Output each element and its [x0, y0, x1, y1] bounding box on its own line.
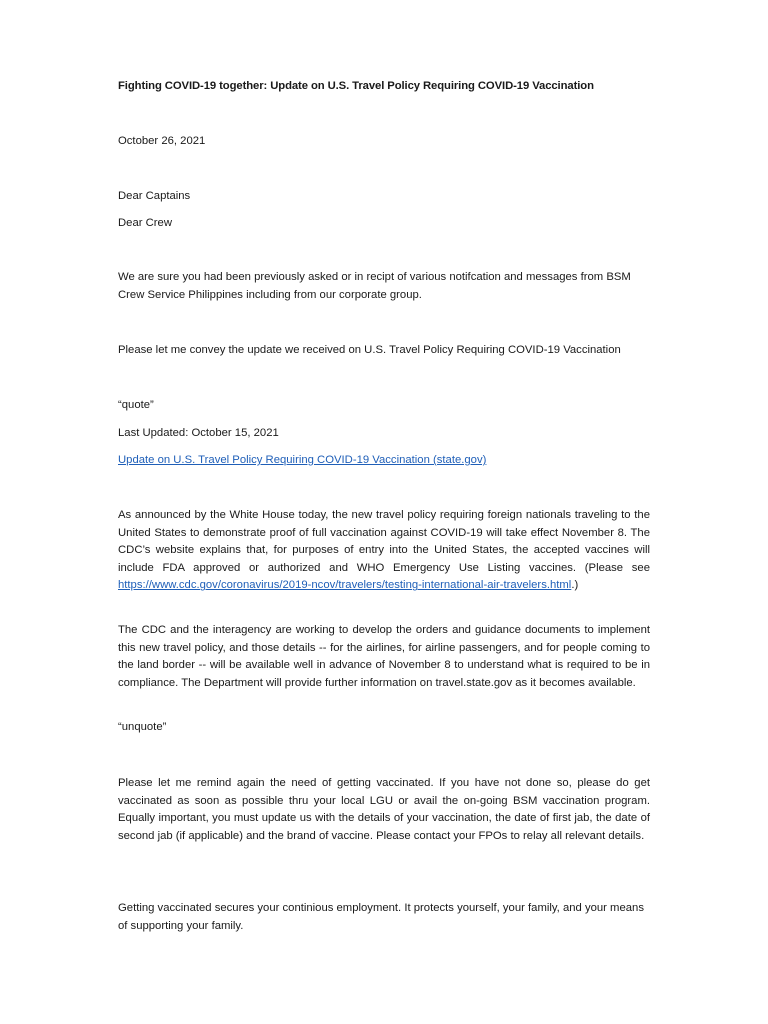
letter-title: Fighting COVID-19 together: Update on U.S. Travel Policy Requiring COVID-19 Vaccination [118, 80, 594, 92]
salutation-crew: Dear Crew [118, 217, 172, 229]
quote-close: “unquote” [118, 721, 167, 733]
convey-paragraph: Please let me convey the update we received on U.S. Travel Policy Requiring COVID-19 Vaccination [118, 344, 621, 356]
announcement-paragraph [118, 507, 650, 595]
cdc-link[interactable]: https://www.cdc.gov/coronavirus/2019-ncov/travelers/testing-international-air-travelers.html [118, 579, 572, 592]
letter-date: October 26, 2021 [118, 135, 206, 147]
last-updated: Last Updated: October 15, 2021 [118, 427, 279, 439]
salutation-captains: Dear Captains [118, 190, 191, 202]
announcement-text: As announced by the White House today, the new travel policy requiring foreign nationals traveling to the United States to demonstrate proof of full vaccination against COVID-19 will take effect November 8. The CDC’s website explains that, for purposes of entry into the United States, the accepted vaccines will include FDA approved or authorized and WHO Emergency Use Listing vaccines. (Please see [118, 509, 650, 574]
intro-paragraph: We are sure you had been previously asked or in recipt of various notifcation and messages from BSM Crew Service Philippines including from our corporate group. [118, 271, 631, 301]
quote-open: “quote” [118, 399, 154, 411]
closing-paragraph: Getting vaccinated secures your continious employment. It protects yourself, your family, and your means of supporting your family. [118, 902, 644, 932]
interagency-paragraph: The CDC and the interagency are working to develop the orders and guidance documents to implement this new travel policy, and those details -- for the airlines, for airline passengers, and for people coming to the land border -- will be available well in advance of November 8 to understand what is required to be in compliance. The Department will provide further information on travel.state.gov as it becomes available. [118, 624, 650, 689]
reminder-paragraph: Please let me remind again the need of getting vaccinated. If you have not done so, please do get vaccinated as soon as possible thru your local LGU or avail the on-going BSM vaccination program. Equally important, you must update us with the details of your vaccination, the date of first jab, the date of second jab (if applicable) and the brand of vaccine. Please contact your FPOs to relay all relevant details. [118, 777, 650, 842]
source-link[interactable]: Update on U.S. Travel Policy Requiring COVID-19 Vaccination (state.gov) [118, 454, 487, 466]
source-link-line [118, 452, 650, 470]
announcement-end: .) [571, 579, 579, 592]
